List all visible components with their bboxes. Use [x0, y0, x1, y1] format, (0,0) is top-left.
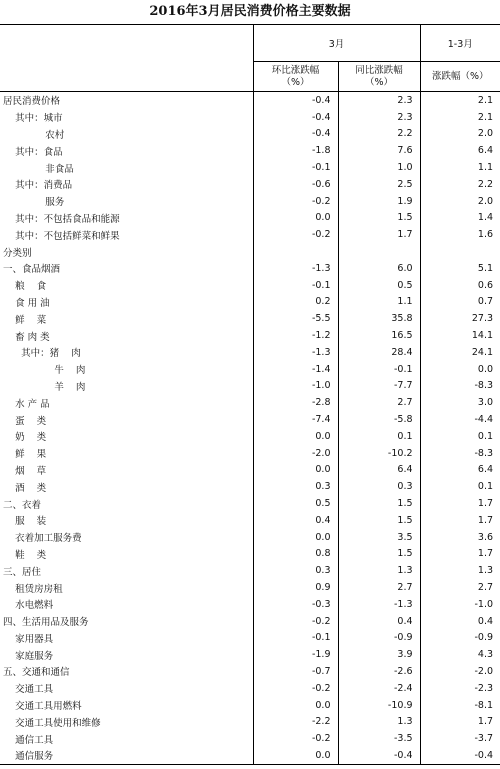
- ytd-value: 0.1: [420, 428, 500, 445]
- yoy-value: 6.0: [338, 260, 420, 277]
- row-label: 其中：不包括食品和能源: [3, 213, 120, 225]
- row-label: 三、居住: [3, 566, 42, 578]
- mom-value: -0.4: [253, 109, 338, 126]
- table-row: [0, 327, 500, 344]
- table-row: [0, 613, 500, 630]
- ytd-value: 24.1: [420, 344, 500, 361]
- row-label: 羊 肉: [3, 381, 86, 393]
- month-group-header: 3月: [253, 25, 420, 62]
- yoy-value: 1.5: [338, 210, 420, 227]
- mom-header: 环比涨跌幅 （%）: [253, 62, 338, 92]
- row-label: 其中：不包括鲜菜和鲜果: [3, 230, 120, 242]
- table-row: [0, 445, 500, 462]
- table-row: [0, 596, 500, 613]
- mom-value: 0.2: [253, 294, 338, 311]
- table-row: [0, 294, 500, 311]
- row-label: 四、生活用品及服务: [3, 617, 89, 629]
- row-label: 家庭服务: [3, 650, 54, 662]
- mom-value: -1.0: [253, 378, 338, 395]
- yoy-value: 35.8: [338, 310, 420, 327]
- table-row: [0, 378, 500, 395]
- yoy-header: 同比涨跌幅 （%）: [338, 62, 420, 92]
- table-row: [0, 176, 500, 193]
- mom-value: 0.3: [253, 478, 338, 495]
- mom-value: -0.7: [253, 663, 338, 680]
- row-label: 鞋 类: [3, 549, 47, 561]
- table-row: [0, 562, 500, 579]
- yoy-value: 2.3: [338, 109, 420, 126]
- mom-value: -0.1: [253, 159, 338, 176]
- row-label: 非食品: [3, 163, 74, 175]
- table-row: [0, 697, 500, 714]
- row-label: 食 用 油: [3, 297, 50, 309]
- table-row: [0, 361, 500, 378]
- table-row: [0, 663, 500, 680]
- ytd-value: 3.6: [420, 529, 500, 546]
- ytd-value: -2.3: [420, 680, 500, 697]
- yoy-value: -0.1: [338, 361, 420, 378]
- yoy-value: 2.7: [338, 579, 420, 596]
- yoy-value: 2.5: [338, 176, 420, 193]
- row-label: 通信服务: [0, 747, 253, 764]
- ytd-value: 2.1: [420, 92, 500, 109]
- mom-value: 0.9: [253, 579, 338, 596]
- mom-value: 0.4: [253, 512, 338, 529]
- table-row: [0, 546, 500, 563]
- mom-value: 0.3: [253, 562, 338, 579]
- row-label: 交通工具使用和维修: [3, 717, 101, 729]
- yoy-value: 7.6: [338, 142, 420, 159]
- table-row: [0, 730, 500, 747]
- ytd-value: -8.3: [420, 378, 500, 395]
- mom-value: [253, 243, 338, 260]
- table-row: [0, 646, 500, 663]
- row-label: 牛 肉: [3, 365, 86, 377]
- row-label: 衣着加工服务费: [3, 533, 82, 545]
- ytd-value: 1.7: [420, 713, 500, 730]
- mom-value: -0.6: [253, 176, 338, 193]
- yoy-value: [338, 243, 420, 260]
- ytd-value: 0.0: [420, 361, 500, 378]
- row-label: 水电燃料: [3, 600, 54, 612]
- mom-value: 0.0: [253, 529, 338, 546]
- row-label: 水 产 品: [3, 398, 50, 410]
- ytd-value: -0.9: [420, 630, 500, 647]
- ytd-value: -1.0: [420, 596, 500, 613]
- yoy-value: -5.8: [338, 411, 420, 428]
- yoy-value: 1.7: [338, 226, 420, 243]
- mom-value: -1.3: [253, 344, 338, 361]
- mom-value: -7.4: [253, 411, 338, 428]
- mom-value: 0.5: [253, 495, 338, 512]
- page-title: 2016年3月居民消费价格主要数据: [149, 4, 351, 19]
- mom-value: -0.4: [253, 92, 338, 109]
- yoy-value: 2.7: [338, 394, 420, 411]
- row-label: 其中：消费品: [3, 180, 73, 192]
- row-label: 服务: [3, 197, 65, 209]
- yoy-value: -0.9: [338, 630, 420, 647]
- ytd-value: 1.1: [420, 159, 500, 176]
- row-label: 奶 类: [3, 432, 47, 444]
- table-row: [0, 411, 500, 428]
- row-label: 粮 食: [3, 281, 47, 293]
- ytd-value: 1.6: [420, 226, 500, 243]
- yoy-value: 1.5: [338, 512, 420, 529]
- row-label: 五、交通和通信: [3, 667, 70, 679]
- table-row: [0, 428, 500, 445]
- table-row: [0, 92, 500, 109]
- row-label: 酒 类: [3, 482, 47, 494]
- row-label: 蛋 类: [3, 415, 47, 427]
- yoy-value: -7.7: [338, 378, 420, 395]
- yoy-value: 1.5: [338, 546, 420, 563]
- table-row: [0, 512, 500, 529]
- mom-value: 0.0: [253, 462, 338, 479]
- yoy-value: 16.5: [338, 327, 420, 344]
- yoy-value: 0.3: [338, 478, 420, 495]
- yoy-value: 6.4: [338, 462, 420, 479]
- mom-value: -5.5: [253, 310, 338, 327]
- row-label: 农村: [3, 129, 65, 141]
- row-label: 二、衣着: [3, 499, 42, 511]
- ytd-value: -0.4: [420, 747, 500, 764]
- mom-value: 0.0: [253, 697, 338, 714]
- yoy-value: -10.9: [338, 697, 420, 714]
- row-label: 分类别: [3, 247, 32, 259]
- yoy-value: 0.1: [338, 428, 420, 445]
- mom-value: -2.8: [253, 394, 338, 411]
- mom-value: -2.0: [253, 445, 338, 462]
- yoy-value: -3.5: [338, 730, 420, 747]
- mom-value: 0.8: [253, 546, 338, 563]
- table-body: [0, 92, 500, 765]
- row-label: 鲜 果: [3, 449, 47, 461]
- row-label: 其中：食品: [3, 146, 63, 158]
- table-row: [0, 126, 500, 143]
- yoy-value: 2.3: [338, 92, 420, 109]
- mom-value: -0.2: [253, 613, 338, 630]
- table-row: [0, 394, 500, 411]
- mom-value: -0.1: [253, 277, 338, 294]
- yoy-value: 28.4: [338, 344, 420, 361]
- ytd-value: -2.0: [420, 663, 500, 680]
- yoy-value: 1.3: [338, 562, 420, 579]
- ytd-value: 14.1: [420, 327, 500, 344]
- mom-value: -0.4: [253, 126, 338, 143]
- ytd-value: 6.4: [420, 462, 500, 479]
- ytd-value: 2.7: [420, 579, 500, 596]
- mom-value: -0.2: [253, 193, 338, 210]
- yoy-value: -1.3: [338, 596, 420, 613]
- yoy-value: 1.5: [338, 495, 420, 512]
- yoy-value: 1.0: [338, 159, 420, 176]
- mom-value: -0.2: [253, 730, 338, 747]
- ytd-value: [420, 243, 500, 260]
- ytd-value: -4.4: [420, 411, 500, 428]
- table-row: [0, 260, 500, 277]
- table-row: [0, 529, 500, 546]
- table-row: [0, 310, 500, 327]
- mom-value: 0.0: [253, 428, 338, 445]
- mom-value: -0.3: [253, 596, 338, 613]
- table-row: [0, 277, 500, 294]
- ytd-value: 6.4: [420, 142, 500, 159]
- row-label: 交通工具用燃料: [3, 701, 82, 713]
- ytd-value: 2.2: [420, 176, 500, 193]
- ytd-value: 1.4: [420, 210, 500, 227]
- row-label: 通信工具: [3, 734, 54, 746]
- row-label: 其中：猪 肉: [3, 348, 81, 360]
- mom-value: 0.0: [253, 747, 338, 764]
- ytd-value: -3.7: [420, 730, 500, 747]
- ytd-value: 2.1: [420, 109, 500, 126]
- table-row: [0, 680, 500, 697]
- corner-cell: [0, 25, 253, 92]
- row-label: 家用器具: [3, 633, 54, 645]
- mom-value: -1.8: [253, 142, 338, 159]
- ytd-value: 27.3: [420, 310, 500, 327]
- row-label: 交通工具: [3, 684, 54, 696]
- row-label: 鲜 菜: [3, 314, 47, 326]
- ytd-value: 1.7: [420, 512, 500, 529]
- row-label: 一、食品烟酒: [3, 264, 61, 276]
- yoy-value: 0.4: [338, 613, 420, 630]
- yoy-value: 3.9: [338, 646, 420, 663]
- ytd-value: 1.7: [420, 546, 500, 563]
- row-label: 烟 草: [3, 465, 47, 477]
- ytd-value: 0.4: [420, 613, 500, 630]
- ytd-value: 3.0: [420, 394, 500, 411]
- ytd-value: 2.0: [420, 126, 500, 143]
- row-label: 畜 肉 类: [3, 331, 50, 343]
- row-label: 其中：城市: [3, 113, 63, 125]
- row-label: 居民消费价格: [3, 96, 61, 108]
- mom-value: 0.0: [253, 210, 338, 227]
- yoy-value: 2.2: [338, 126, 420, 143]
- table-row: [0, 579, 500, 596]
- mom-value: -2.2: [253, 713, 338, 730]
- ytd-value: 1.3: [420, 562, 500, 579]
- mom-value: -0.1: [253, 630, 338, 647]
- table-row: [0, 109, 500, 126]
- ytd-value: 0.1: [420, 478, 500, 495]
- mom-value: -1.9: [253, 646, 338, 663]
- yoy-value: 1.9: [338, 193, 420, 210]
- table-row: [0, 243, 500, 260]
- ytd-value: 0.6: [420, 277, 500, 294]
- table-row: [0, 495, 500, 512]
- table-row: [0, 210, 500, 227]
- ytd-value: 0.7: [420, 294, 500, 311]
- yoy-value: -0.4: [338, 747, 420, 764]
- ytd-value: 5.1: [420, 260, 500, 277]
- table-row: [0, 462, 500, 479]
- yoy-value: -2.4: [338, 680, 420, 697]
- table-row: [0, 159, 500, 176]
- yoy-value: -10.2: [338, 445, 420, 462]
- yoy-value: 0.5: [338, 277, 420, 294]
- cpi-table: [0, 24, 500, 765]
- row-label: 服 装: [3, 516, 47, 528]
- mom-value: -1.3: [253, 260, 338, 277]
- ytd-value: 4.3: [420, 646, 500, 663]
- mom-value: -1.4: [253, 361, 338, 378]
- ytd-value: 1.7: [420, 495, 500, 512]
- ytd-value: -8.3: [420, 445, 500, 462]
- yoy-value: 1.1: [338, 294, 420, 311]
- table-row: [0, 142, 500, 159]
- table-row: [0, 226, 500, 243]
- mom-value: -0.2: [253, 226, 338, 243]
- mom-value: -1.2: [253, 327, 338, 344]
- ytd-group-header: 1-3月: [420, 25, 500, 62]
- table-row: [0, 713, 500, 730]
- mom-value: -0.2: [253, 680, 338, 697]
- row-label: 租赁房房租: [3, 583, 63, 595]
- table-row: [0, 478, 500, 495]
- table-row: [0, 193, 500, 210]
- yoy-value: 3.5: [338, 529, 420, 546]
- table-row: [0, 747, 500, 764]
- table-row: [0, 630, 500, 647]
- ytd-header: 涨跌幅（%）: [420, 62, 500, 92]
- ytd-value: -8.1: [420, 697, 500, 714]
- yoy-value: 1.3: [338, 713, 420, 730]
- table-row: [0, 344, 500, 361]
- yoy-value: -2.6: [338, 663, 420, 680]
- ytd-value: 2.0: [420, 193, 500, 210]
